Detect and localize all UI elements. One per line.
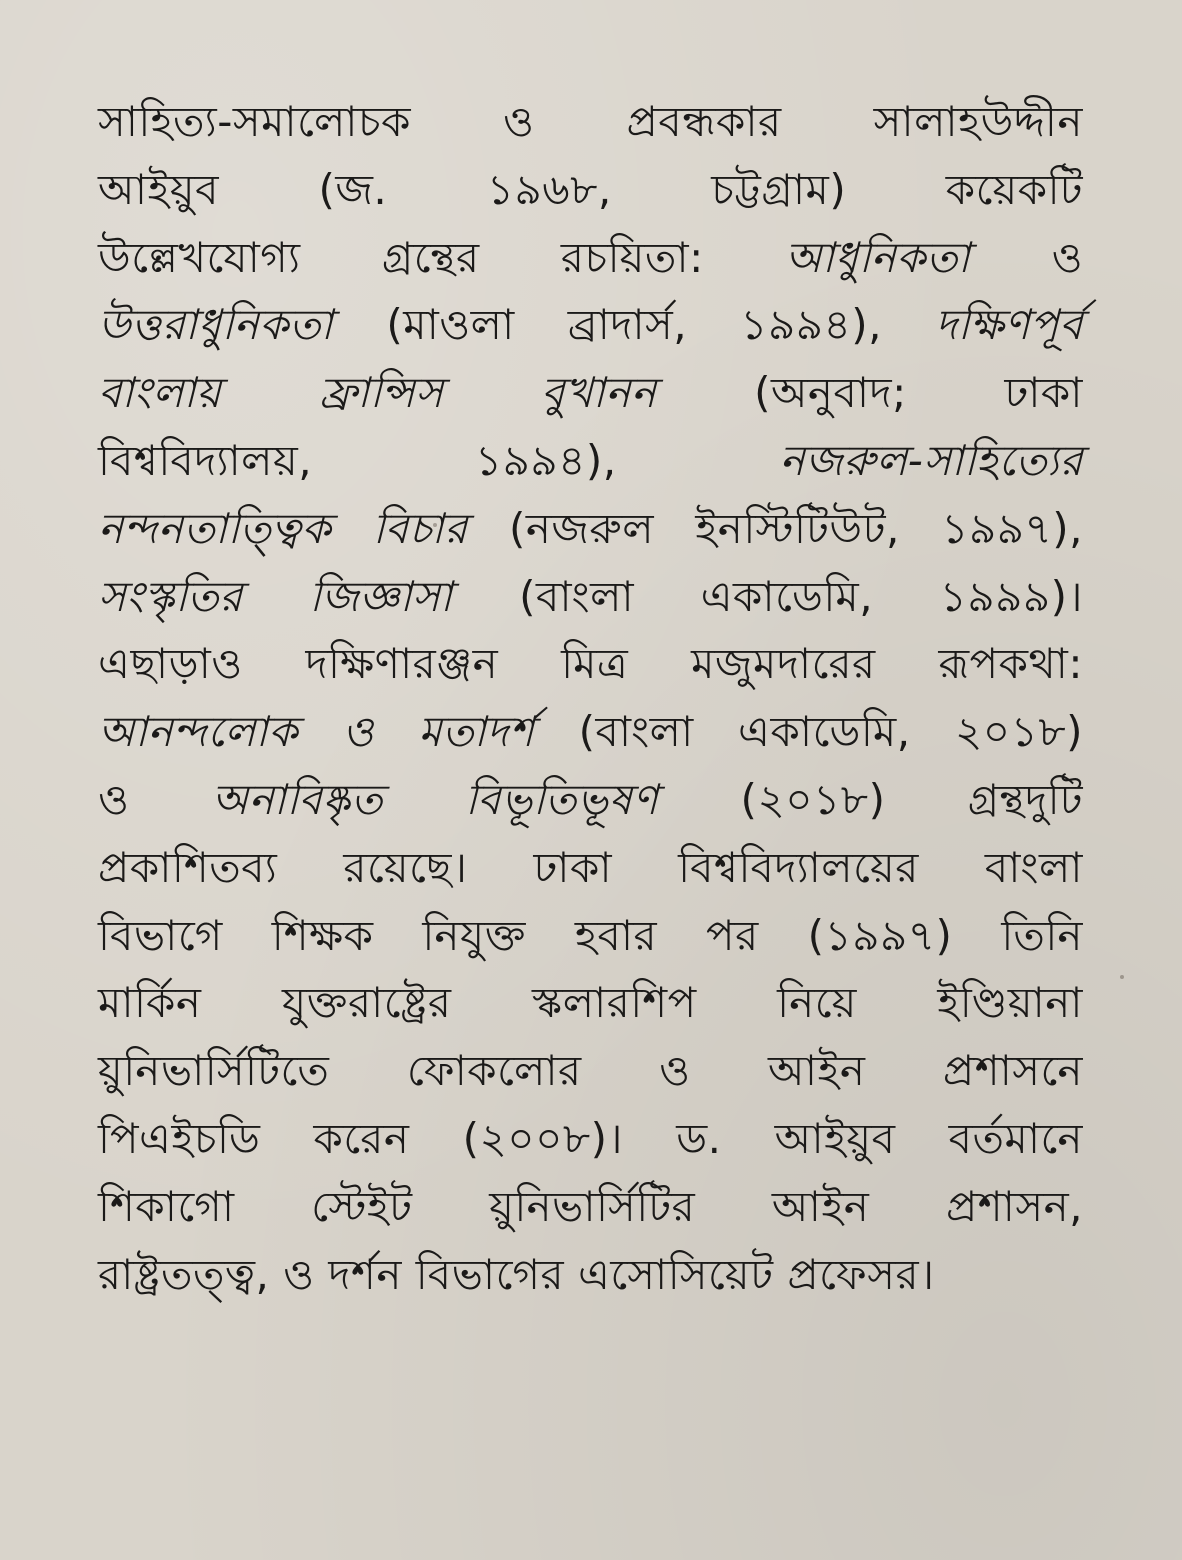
- text-line: [98, 630, 1083, 698]
- body-text: মার্কিন যুক্তরাষ্ট্রের স্কলারশিপ নিয়ে ইণ্ডিয়ানা: [98, 978, 1083, 1028]
- text-line: [98, 698, 1083, 766]
- body-text: উল্লেখযোগ্য গ্রন্থের রচয়িতা:: [98, 232, 786, 282]
- body-text: সাহিত্য-সমালোচক ও প্রবন্ধকার সালাহউদ্দীন: [98, 97, 1083, 146]
- text-line: [98, 969, 1083, 1037]
- text-line: [98, 224, 1083, 292]
- body-text: প্রকাশিতব্য রয়েছে। ঢাকা বিশ্ববিদ্যালয়ের বাংলা: [98, 842, 1083, 892]
- book-title-text: নন্দনতাত্ত্বিক বিচার: [98, 503, 468, 553]
- text-line: [98, 88, 1083, 156]
- text-line: [98, 902, 1083, 970]
- text-line: [98, 291, 1083, 359]
- body-text: আইয়ুব (জ. ১৯৬৮, চট্টগ্রাম) কয়েকটি: [98, 164, 1083, 214]
- paper-speck: [433, 523, 437, 527]
- author-bio-paragraph: [98, 88, 1083, 1308]
- body-text: য়ুনিভার্সিটিতে ফোকলোর ও আইন প্রশাসনে: [98, 1046, 1083, 1096]
- paper-speck: [1120, 975, 1124, 979]
- text-line: [98, 1037, 1083, 1105]
- text-line: [98, 1173, 1083, 1241]
- body-text: (বাংলা একাডেমি, ১৯৯৯)।: [452, 571, 1083, 621]
- body-text: রাষ্ট্রতত্ত্ব, ও দর্শন বিভাগের এসোসিয়েট প্রফেসর।: [98, 1249, 935, 1299]
- book-title-text: দক্ষিণপূর্ব: [935, 300, 1083, 350]
- book-title-text: আনন্দলোক ও মতাদর্শ: [98, 707, 535, 757]
- body-text: ও: [98, 774, 212, 824]
- text-line: [98, 359, 1083, 427]
- body-text: বিভাগে শিক্ষক নিযুক্ত হবার পর (১৯৯৭) তিনি: [98, 910, 1083, 960]
- text-line: [98, 156, 1083, 224]
- text-line: [98, 766, 1083, 834]
- book-title-text: সংস্কৃতির জিজ্ঞাসা: [98, 571, 453, 621]
- text-line: [98, 563, 1083, 631]
- text-line: [98, 1241, 1083, 1309]
- book-title-text: উত্তরাধুনিকতা: [98, 300, 334, 350]
- book-title-text: নজরুল-সাহিত্যের: [779, 435, 1083, 485]
- book-title-text: আধুনিকতা: [785, 232, 971, 282]
- body-text: শিকাগো স্টেইট য়ুনিভার্সিটির আইন প্রশাসন,: [98, 1181, 1083, 1231]
- body-text: পিএইচডি করেন (২০০৮)। ড. আইয়ুব বর্তমানে: [98, 1113, 1083, 1163]
- body-text: ও: [970, 232, 1083, 282]
- body-text: (২০১৮) গ্রন্থদুটি: [658, 774, 1083, 824]
- body-text: বিশ্ববিদ্যালয়, ১৯৯৪),: [98, 435, 780, 485]
- book-title-text: বাংলায় ফ্রান্সিস বুখানন: [98, 368, 657, 418]
- body-text: (মাওলা ব্রাদার্স, ১৯৯৪),: [333, 300, 936, 350]
- body-text: এছাড়াও দক্ষিণারঞ্জন মিত্র মজুমদারের রূপকথা:: [98, 639, 1083, 689]
- body-text: (বাংলা একাডেমি, ২০১৮): [534, 707, 1083, 757]
- text-line: [98, 495, 1083, 563]
- body-text: (অনুবাদ; ঢাকা: [656, 368, 1083, 418]
- text-line: [98, 427, 1083, 495]
- book-title-text: অনাবিষ্কৃত বিভূতিভূষণ: [211, 774, 659, 824]
- text-line: [98, 1105, 1083, 1173]
- body-text: (নজরুল ইনস্টিটিউট, ১৯৯৭),: [467, 503, 1084, 553]
- text-line: [98, 834, 1083, 902]
